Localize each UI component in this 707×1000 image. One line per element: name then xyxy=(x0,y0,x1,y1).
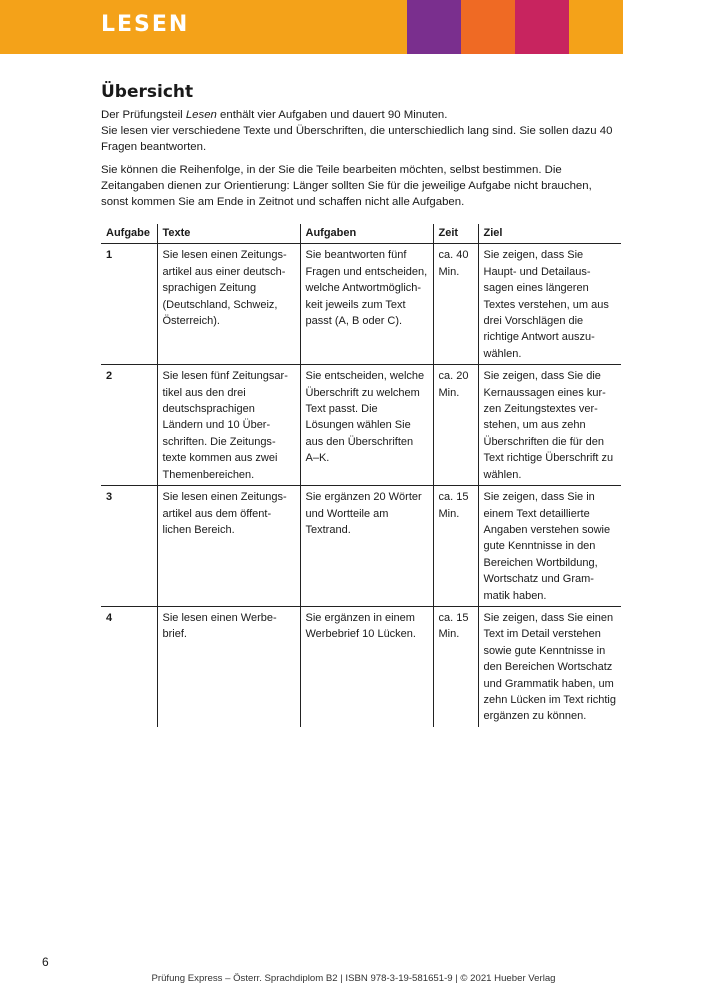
texte-cell: Sie lesen einen Zeitungsartikel aus einer deutschsprachigen Zeitung (Deutschland, Schweiz, Österreich). xyxy=(157,244,300,365)
color-block-amber xyxy=(569,0,623,54)
ziel-cell: Sie zeigen, dass Sie die Kernaussagen eines kurzen Zeitungstextes verstehen, um aus zehn Überschriften die für den Text richtige Überschrift zu wählen. xyxy=(478,365,621,486)
task-number: 2 xyxy=(101,365,157,486)
table-row xyxy=(101,244,621,365)
aufgaben-cell: Sie ergänzen 20 Wörter und Wortteile am Textrand. xyxy=(300,486,433,607)
ziel-cell: Sie zeigen, dass Sie einen Text im Detail verstehen sowie gute Kenntnisse in den Bereichen Wortschatz und Grammatik haben, um zehn Lücken im Text richtig ergänzen zu können. xyxy=(478,606,621,726)
zeit-cell: ca. 15 Min. xyxy=(433,606,478,726)
column-header-texte: Texte xyxy=(157,224,300,244)
texte-cell: Sie lesen einen Werbebrief. xyxy=(157,606,300,726)
color-block-orange xyxy=(461,0,515,54)
header-bar xyxy=(0,0,407,54)
aufgaben-cell: Sie beantworten fünf Fragen und entscheiden, welche Antwortmöglichkeit jeweils zum Text passt (A, B oder C). xyxy=(300,244,433,365)
task-number: 1 xyxy=(101,244,157,365)
table-row xyxy=(101,606,621,726)
zeit-cell: ca. 15 Min. xyxy=(433,486,478,607)
texte-cell: Sie lesen fünf Zeitungsartikel aus den drei deutschsprachigen Ländern und 10 Überschriften. Die Zeitungstexte kommen aus zwei Themenbereichen. xyxy=(157,365,300,486)
column-header-zeit: Zeit xyxy=(433,224,478,244)
header-title: LESEN xyxy=(101,12,190,37)
intro-text xyxy=(101,107,621,217)
task-number: 3 xyxy=(101,486,157,607)
color-block-magenta xyxy=(515,0,569,54)
column-header-aufgaben: Aufgaben xyxy=(300,224,433,244)
column-header-ziel: Ziel xyxy=(478,224,621,244)
aufgaben-cell: Sie ergänzen in einem Werbebrief 10 Lücken. xyxy=(300,606,433,726)
task-number: 4 xyxy=(106,611,113,624)
ziel-cell: Sie zeigen, dass Sie in einem Text detaillierte Angaben verstehen sowie gute Kenntnisse in den Bereichen Wortbildung, Wortschatz und Grammatik haben. xyxy=(478,486,621,607)
zeit-cell: ca. 40 Min. xyxy=(433,244,478,365)
intro-paragraph-1: Der Prüfungsteil Lesen enthält vier Aufgaben und dauert 90 Minuten. Sie lesen vier verschiedene Texte und Überschriften, die unterschiedlich lang sind. Sie sollen dazu 40 Fragen beantworten. xyxy=(101,109,613,153)
ziel-cell: Sie zeigen, dass Sie Haupt- und Detailaussagen eines längeren Textes verstehen, um aus drei Vorschlägen die richtige Antwort auszuwählen. xyxy=(478,244,621,365)
column-header-aufgabe: Aufgabe xyxy=(101,224,157,244)
zeit-cell: ca. 20 Min. xyxy=(433,365,478,486)
intro-paragraph-2: Sie können die Reihenfolge, in der Sie die Teile bearbeiten möchten, selbst bestimmen. Die Zeitangaben dienen zur Orientierung: Länger sollten Sie für die jeweilige Aufgabe nicht brauchen, sonst kommen Sie am Ende in Zeitnot und schaffen nicht alle Aufgaben. xyxy=(101,164,592,208)
texte-cell: Sie lesen einen Zeitungsartikel aus dem öffentlichen Bereich. xyxy=(157,486,300,607)
footer-text: Prüfung Express – Österr. Sprachdiplom B2 | ISBN 978-3-19-581651-9 | © 2021 Hueber Verlag xyxy=(151,973,556,984)
table-header-row xyxy=(101,224,621,244)
color-block-purple xyxy=(407,0,461,54)
overview-table xyxy=(101,224,621,727)
section-title: Übersicht xyxy=(101,82,194,102)
aufgaben-cell: Sie entscheiden, welche Überschrift zu welchem Text passt. Die Lösungen wählen Sie aus den Überschriften A–K. xyxy=(300,365,433,486)
page-number: 6 xyxy=(42,955,49,969)
table-row xyxy=(101,365,621,486)
table-row xyxy=(101,486,621,607)
